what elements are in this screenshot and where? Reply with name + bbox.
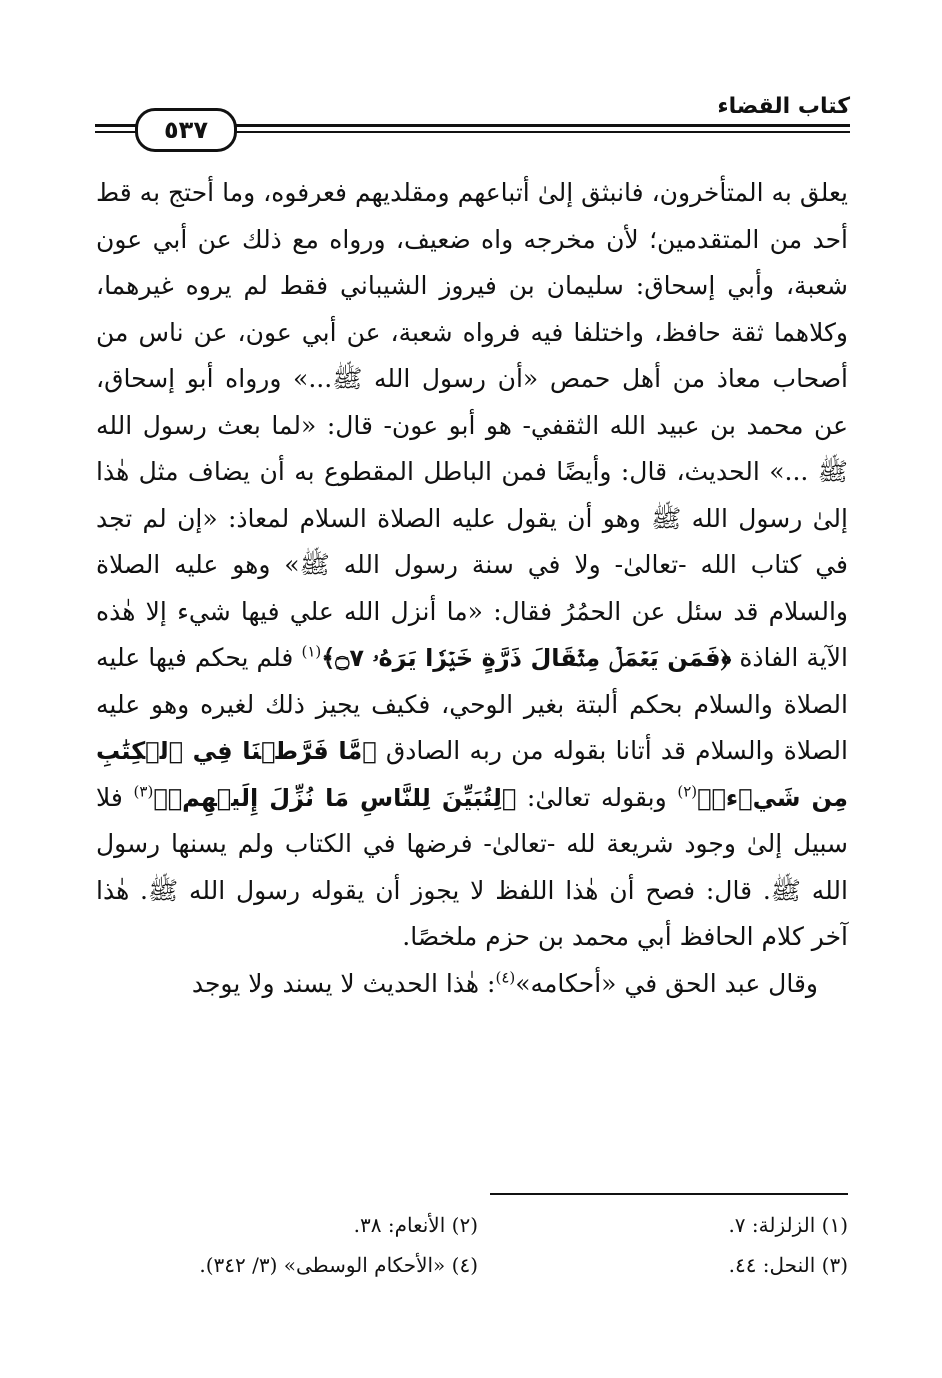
- footnote-ref-4: (٤): [495, 968, 516, 987]
- body-text: [96, 170, 848, 1007]
- footnote-ref-1: (١): [301, 642, 322, 661]
- footnotes: [96, 1205, 848, 1285]
- quran-verse-2: ﴿مَّا فَرَّطۡنَا فِي ٱلۡكِتَٰبِ مِن شَيۡءٖ﴾: [96, 737, 848, 812]
- footnote-row: [96, 1245, 848, 1285]
- footnote-4: (٤) «الأحكام الوسطى» (٣/ ٣٤٢).: [199, 1253, 478, 1277]
- chapter-title: كتاب القضاء: [717, 94, 850, 119]
- paragraph-1-text: يعلق به المتأخرون، فانبثق إلىٰ أتباعهم ومقلديهم فعرفوه، وما أحتج به قط أحد من المتقدمين؛ لأن مخرجه واه ضعيف، ورواه مع ذلك عن أبي عون شعبة، وأبي إسحاق: سليمان بن فيروز الشيباني فقط لم يروه غيرهما، وكلاهما ثقة حافظ، واختلفا فيه فرواه شعبة، عن أبي عون، عن ناس من أصحاب معاذ من أهل حمص «أن رسول الله ﷺ...» ورواه أبو إسحاق، عن محمد بن عبيد الله الثقفي- هو أبو عون- قال: «لما بعث رسول الله ﷺ ...» الحديث، قال: وأيضًا فمن الباطل المقطوع به أن يضاف مثل هٰذا إلىٰ رسول الله ﷺ وهو أن يقول عليه الصلاة السلام لمعاذ: «إن لم تجد في كتاب الله -تعالىٰ- ولا في سنة رسول الله ﷺ» وهو عليه الصلاة والسلام قد سئل عن الحمُرُ فقال: «ما أنزل الله علي فيها شيء إلا هٰذه الآية الفاذة: [96, 178, 848, 672]
- footnote-row: [96, 1205, 848, 1245]
- paragraph-1-continued-3: فلا سبيل إلىٰ وجود شريعة لله -تعالىٰ- فرضها في الكتاب ولم يسنها رسول الله ﷺ. قال: فصح أن هٰذا اللفظ لا يجوز أن يقوله رسول الله ﷺ. هٰذا آخر كلام الحافظ أبي محمد بن حزم ملخصًا.: [96, 782, 848, 951]
- page-header: [95, 90, 850, 150]
- paragraph-1-continued-2: وبقوله تعالىٰ:: [526, 782, 667, 812]
- footnote-3: (٣) النحل: ٤٤.: [728, 1253, 848, 1277]
- paragraph-2-continued: : هٰذا الحديث لا يسند ولا يوجد: [191, 968, 496, 998]
- footnote-ref-2: (٢): [677, 782, 698, 801]
- page-number: ٥٣٧: [135, 108, 237, 152]
- paragraph-2-text: وقال عبد الحق في «أحكامه»: [515, 968, 818, 998]
- footnote-separator: [490, 1193, 848, 1195]
- quran-verse-1: ﴿فَمَن يَعۡمَلۡ مِثۡقَالَ ذَرَّةٍ خَيۡرٗا يَرَهُۥ ۝٧﴾: [321, 644, 732, 672]
- footnote-1: (١) الزلزلة: ٧.: [728, 1213, 848, 1237]
- paragraph-2: [96, 961, 848, 1008]
- paragraph-1-continued: فلم يحكم فيها عليه الصلاة والسلام بحكم ألبتة بغير الوحي، فكيف يجيز ذلك لغيره وهو عليه الصلاة والسلام قد أتانا بقوله من ربه الصادق: [96, 643, 848, 765]
- quran-verse-3: ﴿لِتُبَيِّنَ لِلنَّاسِ مَا نُزِّلَ إِلَيۡهِمۡ﴾: [153, 783, 517, 812]
- paragraph-1: [96, 170, 848, 961]
- footnote-2: (٢) الأنعام: ٣٨.: [353, 1213, 478, 1237]
- footnote-ref-3: (٣): [133, 782, 154, 801]
